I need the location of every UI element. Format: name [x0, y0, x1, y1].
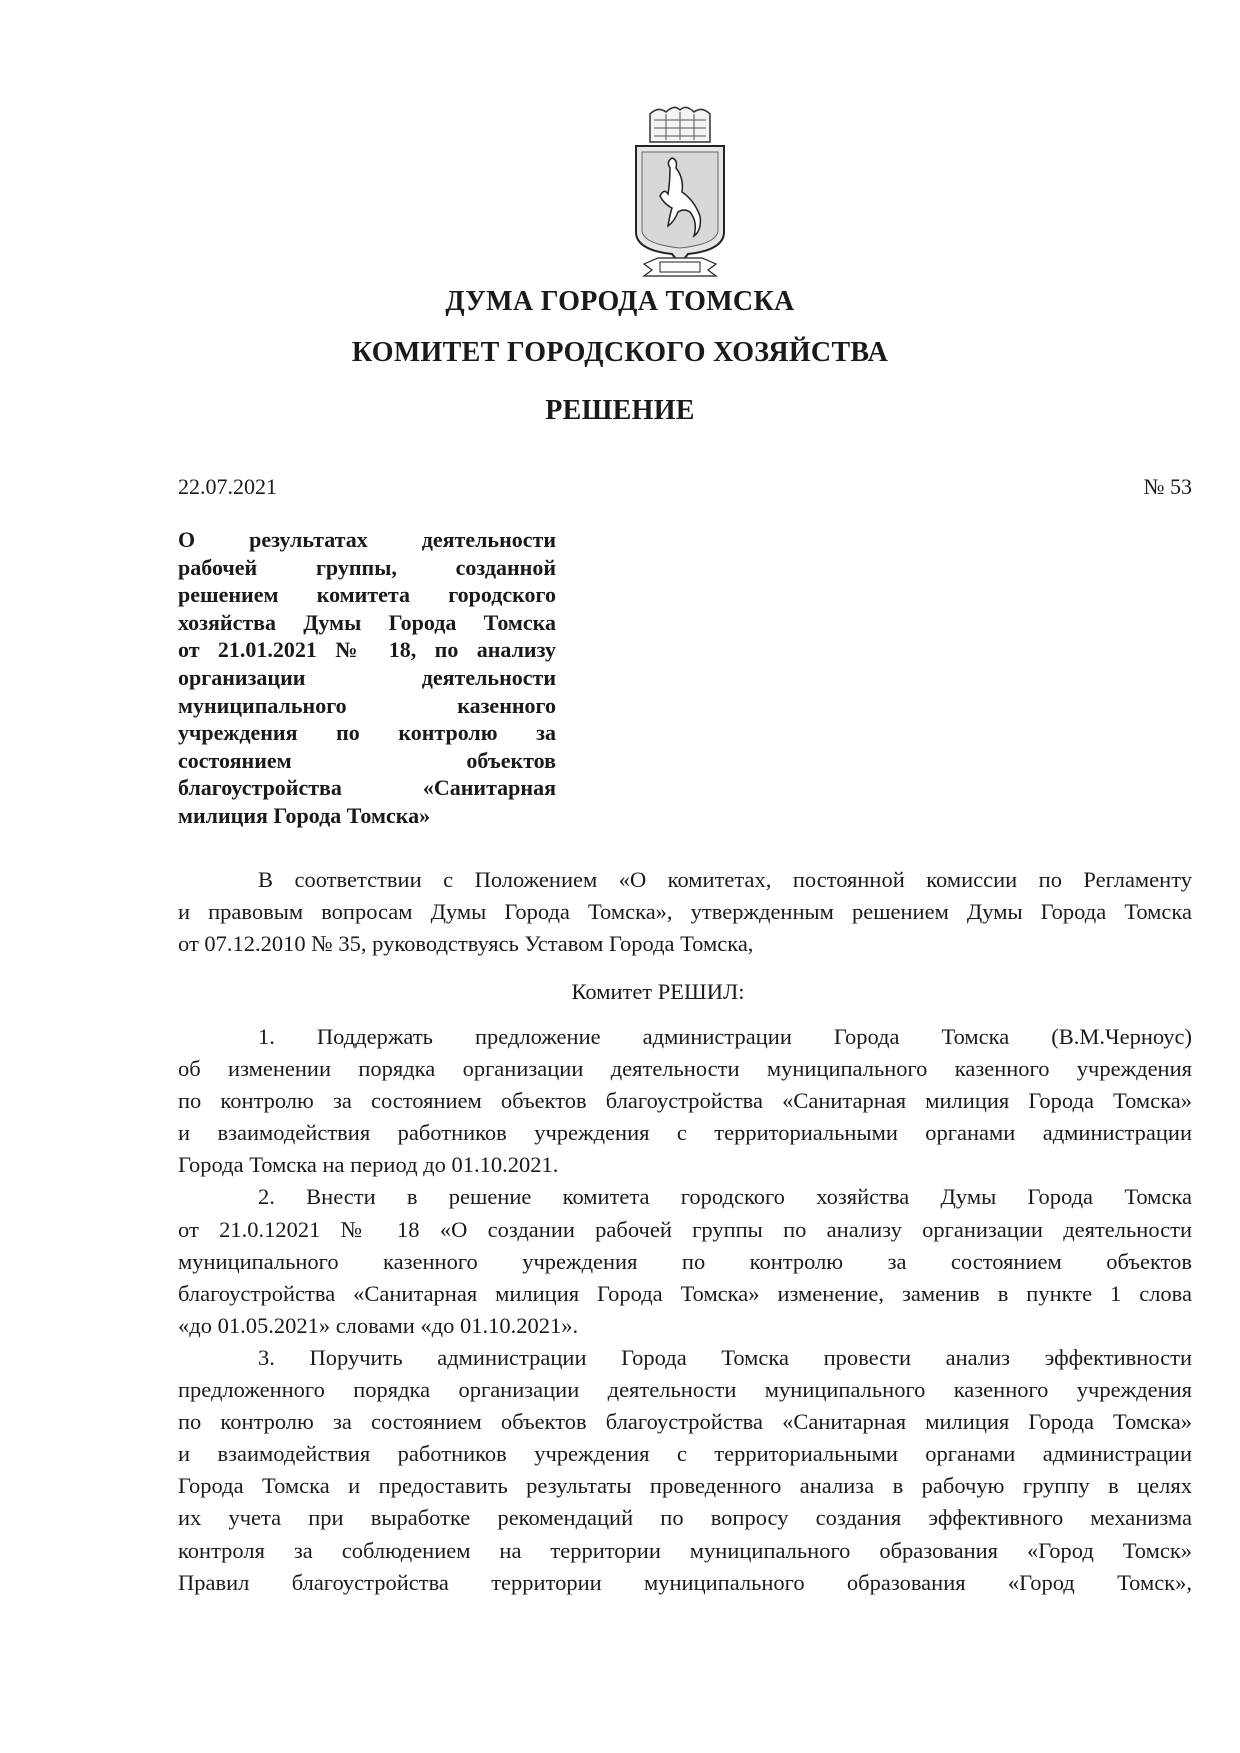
resolution-item-3 — [178, 1342, 1192, 1599]
item-line: и взаимодействия работников учреждения с территориальными органами администрации — [178, 1441, 1192, 1467]
city-emblem — [628, 104, 732, 280]
resolved-heading: Комитет РЕШИЛ: — [571, 979, 745, 1004]
preamble-line: от 07.12.2010 № 35, руководствуясь Уставом Города Томска, — [178, 931, 754, 957]
item-line: Города Томска и предоставить результаты проведенного анализа в рабочую группу в целях — [178, 1473, 1192, 1499]
title-line: муниципального казенного — [178, 692, 556, 718]
item-line: предложенного порядка организации деятельности муниципального казенного учреждения — [178, 1377, 1192, 1403]
item-line: и взаимодействия работников учреждения с территориальными органами администрации — [178, 1120, 1192, 1146]
document-type: РЕШЕНИЕ — [545, 395, 695, 426]
preamble-line: В соответствии с Положением «О комитетах, постоянной комиссии по Регламенту — [258, 867, 1192, 892]
item-line: контроля за соблюдением на территории муниципального образования «Город Томск» — [178, 1537, 1192, 1563]
title-line: рабочей группы, созданной — [178, 554, 556, 580]
item-line: по контролю за состоянием объектов благоустройства «Санитарная милиция Города Томска» — [178, 1409, 1192, 1435]
document-date: 22.07.2021 — [178, 474, 277, 499]
item-line: Города Томска на период до 01.10.2021. — [178, 1152, 559, 1178]
org-name: ДУМА ГОРОДА ТОМСКА — [445, 286, 795, 317]
committee-name: КОМИТЕТ ГОРОДСКОГО ХОЗЯЙСТВА — [351, 337, 889, 368]
item-line: от 21.0.12021 № 18 «О создании рабочей группы по анализу организации деятельности — [178, 1216, 1192, 1242]
title-line: хозяйства Думы Города Томска — [178, 609, 556, 635]
title-line: решением комитета городского — [178, 582, 556, 608]
preamble — [178, 864, 1192, 960]
preamble-line: и правовым вопросам Думы Города Томска», утвержденным решением Думы Города Томска — [178, 899, 1192, 925]
title-line: от 21.01.2021 № 18, по анализу — [178, 637, 556, 663]
coat-of-arms-icon — [628, 104, 732, 280]
title-line: благоустройства «Санитарная — [178, 775, 556, 801]
resolution-item-2 — [178, 1181, 1192, 1341]
document-title — [178, 526, 556, 830]
title-line: учреждения по контролю за — [178, 720, 556, 746]
title-line: организации деятельности — [178, 664, 556, 690]
title-line: милиция Города Томска» — [178, 802, 431, 828]
item-line: об изменении порядка организации деятельности муниципального казенного учреждения — [178, 1056, 1192, 1082]
document-number: № 53 — [1143, 474, 1192, 499]
title-line: состоянием объектов — [178, 747, 556, 773]
item-line: «до 01.05.2021» словами «до 01.10.2021». — [178, 1312, 579, 1338]
item-line: по контролю за состоянием объектов благоустройства «Санитарная милиция Города Томска» — [178, 1088, 1192, 1114]
resolution-item-1 — [178, 1021, 1192, 1181]
resolution-items — [178, 1021, 1192, 1599]
item-line: Правил благоустройства территории муниципального образования «Город Томск», — [178, 1569, 1192, 1595]
item-line: муниципального казенного учреждения по контролю за состоянием объектов — [178, 1248, 1192, 1274]
item-line: 1. Поддержать предложение администрации Города Томска (В.М.Черноус) — [258, 1024, 1192, 1049]
item-line: 2. Внести в решение комитета городского хозяйства Думы Города Томска — [258, 1184, 1192, 1210]
item-line: благоустройства «Санитарная милиция Города Томска» изменение, заменив в пункте 1 слова — [178, 1280, 1192, 1306]
title-line: О результатах деятельности — [178, 527, 556, 552]
item-line: 3. Поручить администрации Города Томска провести анализ эффективности — [258, 1344, 1192, 1370]
item-line: их учета при выработке рекомендаций по вопросу создания эффективного механизма — [178, 1505, 1192, 1531]
